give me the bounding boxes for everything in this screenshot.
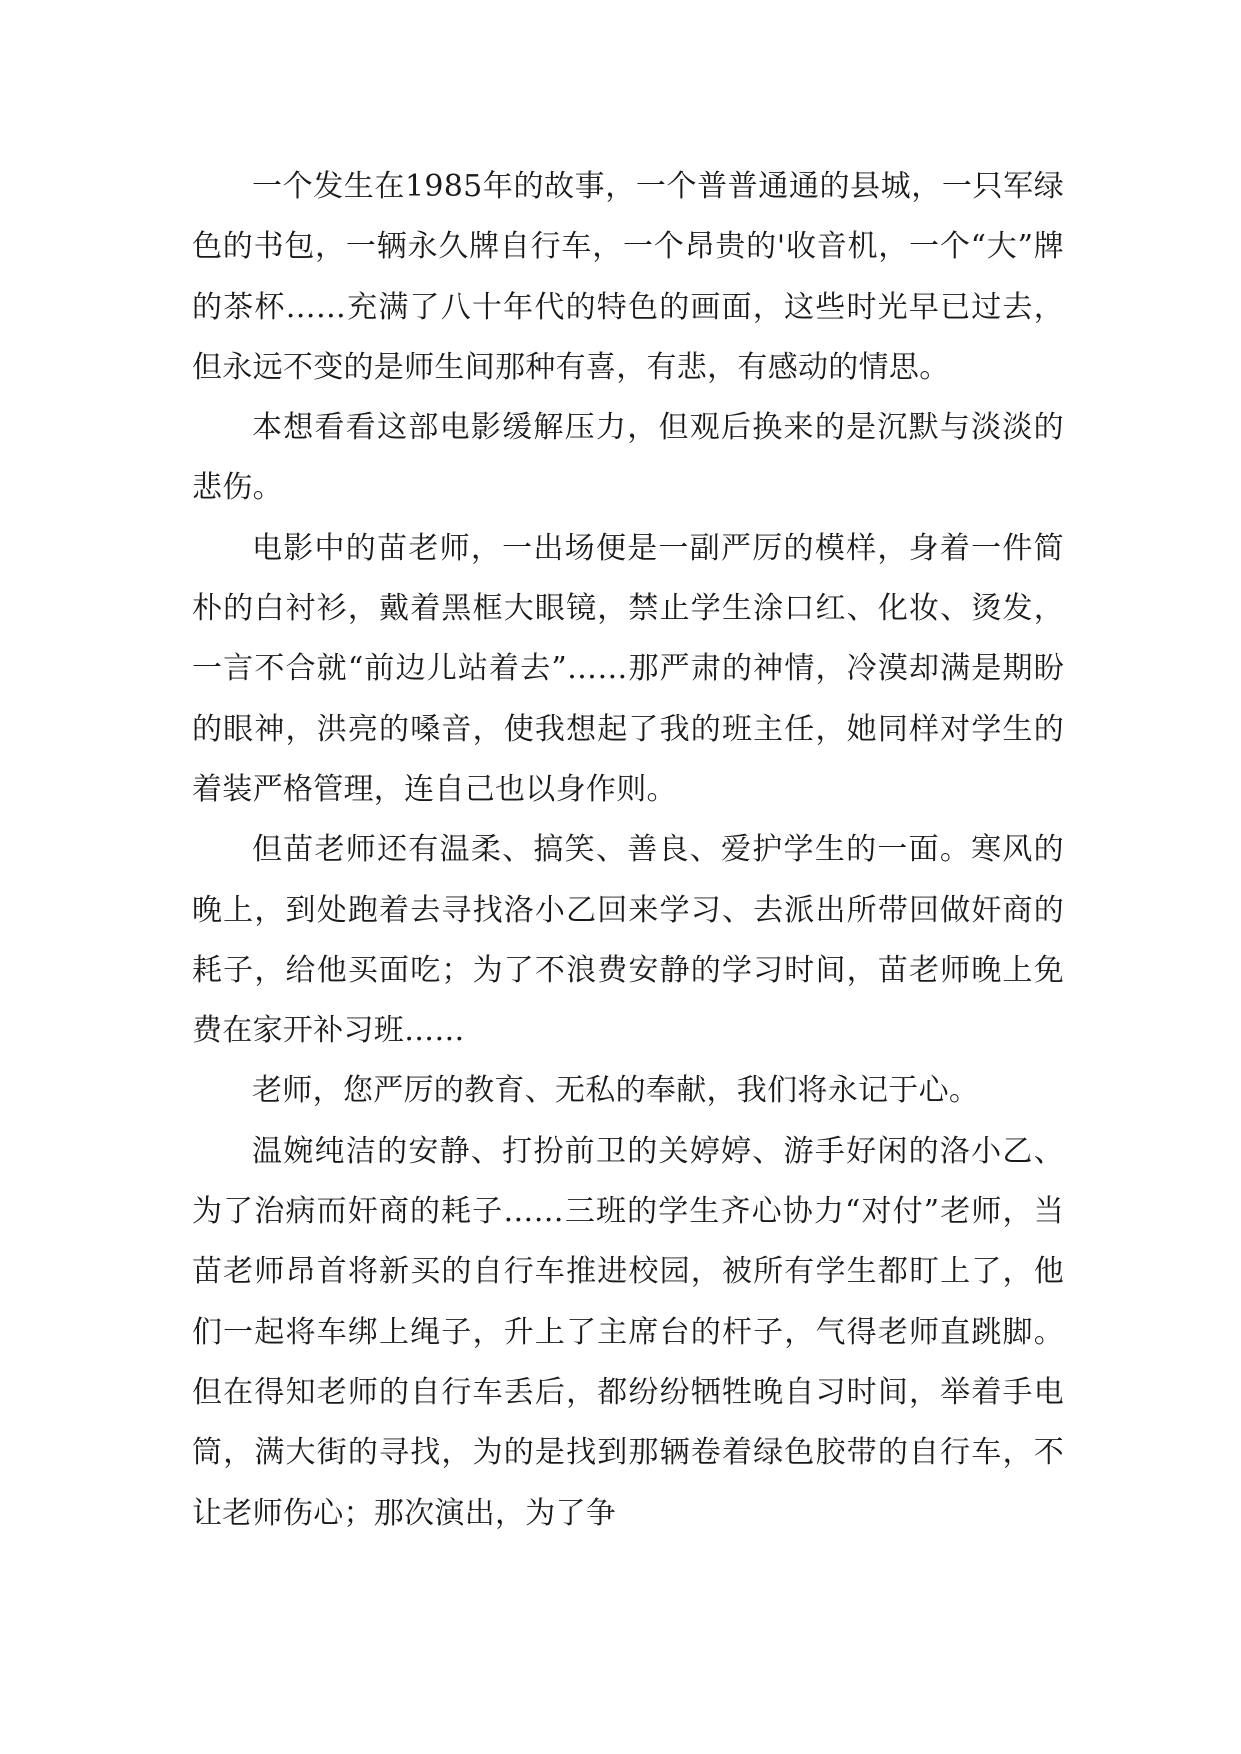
document-body: [192, 157, 1064, 1544]
paragraph-1: 一个发生在1985年的故事，一个普普通通的县城，一只军绿色的书包，一辆永久牌自行车，一个昂贵的'收音机，一个“大”牌的茶杯……充满了八十年代的特色的画面，这些时光早已过去，但永远不变的是师生间那种有喜，有悲，有感动的情思。: [192, 169, 1064, 385]
paragraph-4: 但苗老师还有温柔、搞笑、善良、爱护学生的一面。寒风的晚上，到处跑着去寻找洛小乙回来学习、去派出所带回做奸商的耗子，给他买面吃；为了不浪费安静的学习时间，苗老师晚上免费在家开补习班……: [192, 832, 1064, 1049]
paragraph-3: 电影中的苗老师，一出场便是一副严厉的模样，身着一件简朴的白衬衫，戴着黑框大眼镜，禁止学生涂口红、化妆、烫发，一言不合就“前边儿站着去”……那严肃的神情，冷漠却满是期盼的眼神，洪亮的嗓音，使我想起了我的班主任，她同样对学生的着装严格管理，连自己也以身作则。: [192, 530, 1064, 807]
paragraph-6: 温婉纯洁的安静、打扮前卫的关婷婷、游手好闲的洛小乙、为了治病而奸商的耗子……三班的学生齐心协力“对付”老师，当苗老师昂首将新买的自行车推进校园，被所有学生都盯上了，他们一起将车绑上绳子，升上了主席台的杆子，气得老师直跳脚。但在得知老师的自行车丢后，都纷纷牺牲晚自习时间，举着手电筒，满大街的寻找，为的是找到那辆卷着绿色胶带的自行车，不让老师伤心；那次演出，为了争: [192, 1133, 1064, 1531]
paragraph-5: 老师，您严厉的教育、无私的奉献，我们将永记于心。: [252, 1073, 980, 1109]
paragraph-2: 本想看看这部电影缓解压力，但观后换来的是沉默与淡淡的悲伤。: [192, 410, 1064, 506]
